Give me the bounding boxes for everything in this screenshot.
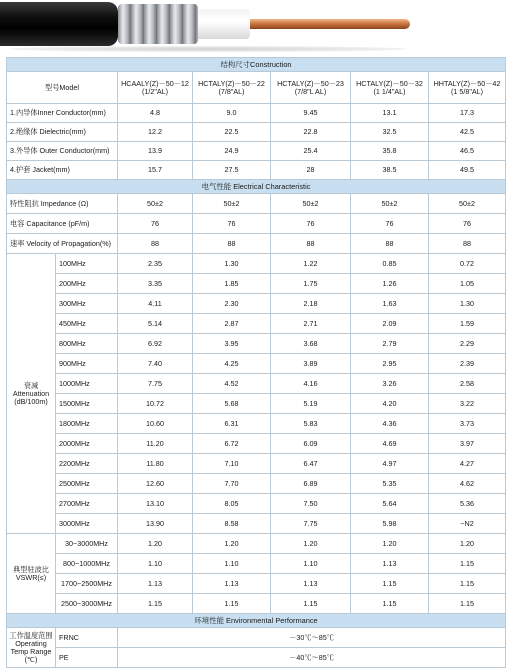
frequency-cell: 800~1000MHz: [56, 554, 118, 574]
frequency-cell: 2700MHz: [56, 494, 118, 514]
frequency-cell: 100MHz: [56, 254, 118, 274]
value-cell: 2.09: [351, 314, 429, 334]
value-cell: 35.8: [351, 142, 429, 161]
value-cell: 2.18: [271, 294, 351, 314]
model-size: (7/8"AL): [218, 86, 245, 96]
value-cell: 22.8: [271, 123, 351, 142]
value-cell: 13.9: [118, 142, 193, 161]
value-cell: 5.36: [429, 494, 506, 514]
value-cell: 6.09: [271, 434, 351, 454]
attenuation-row: [7, 334, 506, 354]
value-cell: 88: [351, 234, 429, 254]
value-cell: 1.20: [118, 534, 193, 554]
value-cell: 8.05: [193, 494, 271, 514]
value-cell: 1.10: [118, 554, 193, 574]
value-cell: 3.35: [118, 274, 193, 294]
vswr-label-cn: 典型驻波比: [13, 564, 49, 574]
dielectric: [198, 9, 250, 39]
temperature-range-cell: －40℃～85℃: [118, 648, 506, 668]
value-cell: 7.10: [193, 454, 271, 474]
value-cell: 11.80: [118, 454, 193, 474]
value-cell: 4.69: [351, 434, 429, 454]
temp-range-unit: (℃): [24, 654, 38, 664]
value-cell: 1.15: [351, 574, 429, 594]
value-cell: 2.39: [429, 354, 506, 374]
value-cell: 88: [271, 234, 351, 254]
frequency-cell: 1000MHz: [56, 374, 118, 394]
attenuation-row: [7, 294, 506, 314]
value-cell: 13.90: [118, 514, 193, 534]
value-cell: 1.75: [271, 274, 351, 294]
value-cell: 76: [351, 214, 429, 234]
row-label: 电容 Capacitance (pF/m): [7, 214, 118, 234]
value-cell: 17.3: [429, 104, 506, 123]
cable-jacket: [0, 2, 118, 46]
value-cell: 1.22: [271, 254, 351, 274]
frequency-cell: 1700~2500MHz: [56, 574, 118, 594]
value-cell: 76: [271, 214, 351, 234]
value-cell: 88: [193, 234, 271, 254]
attenuation-row: [7, 354, 506, 374]
value-cell: 1.15: [429, 574, 506, 594]
value-cell: 76: [429, 214, 506, 234]
section-title-electrical: 电气性能 Electrical Characteristic: [7, 180, 506, 194]
frequency-cell: 900MHz: [56, 354, 118, 374]
value-cell: 1.20: [351, 534, 429, 554]
value-cell: 1.13: [351, 554, 429, 574]
attenuation-row: [7, 474, 506, 494]
frequency-cell: 2500~3000MHz: [56, 594, 118, 614]
value-cell: 13.10: [118, 494, 193, 514]
value-cell: 3.97: [429, 434, 506, 454]
vswr-label: [7, 534, 56, 614]
coaxial-cable-illustration: [0, 0, 511, 56]
attenuation-row: [7, 414, 506, 434]
value-cell: 42.5: [429, 123, 506, 142]
value-cell: 1.15: [271, 594, 351, 614]
value-cell: 2.58: [429, 374, 506, 394]
value-cell: 5.35: [351, 474, 429, 494]
value-cell: 50±2: [271, 194, 351, 214]
value-cell: 1.15: [193, 594, 271, 614]
value-cell: 32.5: [351, 123, 429, 142]
value-cell: 1.26: [351, 274, 429, 294]
value-cell: 12.2: [118, 123, 193, 142]
frequency-cell: 30~3000MHz: [56, 534, 118, 554]
value-cell: 3.73: [429, 414, 506, 434]
value-cell: 5.83: [271, 414, 351, 434]
value-cell: 10.72: [118, 394, 193, 414]
value-cell: ~N2: [429, 514, 506, 534]
attenuation-row: [7, 274, 506, 294]
value-cell: 10.60: [118, 414, 193, 434]
value-cell: 0.72: [429, 254, 506, 274]
temp-range-label-en1: Operating: [15, 638, 47, 648]
value-cell: 15.7: [118, 161, 193, 180]
value-cell: 1.63: [351, 294, 429, 314]
model-size: (1 1/4"AL): [373, 86, 406, 96]
value-cell: 1.05: [429, 274, 506, 294]
model-code: HCAALY(Z)－50－12: [121, 78, 189, 88]
construction-row: [7, 123, 506, 142]
construction-row: [7, 161, 506, 180]
value-cell: 7.70: [193, 474, 271, 494]
value-cell: 7.75: [118, 374, 193, 394]
value-cell: 9.0: [193, 104, 271, 123]
attenuation-row: [7, 434, 506, 454]
value-cell: 28: [271, 161, 351, 180]
value-cell: 1.10: [271, 554, 351, 574]
attenuation-row: [7, 494, 506, 514]
value-cell: 3.22: [429, 394, 506, 414]
attenuation-label-en: Attenuation: [12, 388, 50, 398]
specification-table: [6, 57, 506, 668]
value-cell: 2.30: [193, 294, 271, 314]
value-cell: 12.60: [118, 474, 193, 494]
row-label: 4.护套 Jacket(mm): [7, 161, 118, 180]
value-cell: 7.75: [271, 514, 351, 534]
frequency-cell: 800MHz: [56, 334, 118, 354]
value-cell: 1.13: [118, 574, 193, 594]
vswr-row: [7, 574, 506, 594]
value-cell: 88: [429, 234, 506, 254]
value-cell: 4.25: [193, 354, 271, 374]
value-cell: 1.15: [429, 594, 506, 614]
attenuation-row: [7, 374, 506, 394]
value-cell: 5.14: [118, 314, 193, 334]
electrical-row: [7, 214, 506, 234]
model-header-cell: [118, 72, 193, 104]
value-cell: 2.87: [193, 314, 271, 334]
value-cell: 2.29: [429, 334, 506, 354]
model-size: (1 5/8"AL): [450, 86, 484, 96]
frequency-cell: 2000MHz: [56, 434, 118, 454]
value-cell: 6.47: [271, 454, 351, 474]
value-cell: 1.20: [429, 534, 506, 554]
vswr-row: [7, 594, 506, 614]
value-cell: 76: [193, 214, 271, 234]
value-cell: 4.52: [193, 374, 271, 394]
value-cell: 9.45: [271, 104, 351, 123]
attenuation-unit: (dB/100m): [14, 396, 48, 406]
value-cell: 49.5: [429, 161, 506, 180]
value-cell: 1.13: [193, 574, 271, 594]
value-cell: 1.10: [193, 554, 271, 574]
value-cell: 2.79: [351, 334, 429, 354]
value-cell: 1.85: [193, 274, 271, 294]
frequency-cell: 1500MHz: [56, 394, 118, 414]
frequency-cell: 2500MHz: [56, 474, 118, 494]
construction-row: [7, 142, 506, 161]
value-cell: 1.20: [271, 534, 351, 554]
value-cell: 3.26: [351, 374, 429, 394]
section-title-construction: 结构尺寸Construction: [7, 58, 506, 72]
environment-row: [7, 648, 506, 668]
value-cell: 4.16: [271, 374, 351, 394]
vswr-row: [7, 534, 506, 554]
value-cell: 4.36: [351, 414, 429, 434]
attenuation-row: [7, 394, 506, 414]
value-cell: 3.95: [193, 334, 271, 354]
frequency-cell: 300MHz: [56, 294, 118, 314]
model-code: HCTALY(Z)－50－23: [277, 78, 344, 88]
material-cell: FRNC: [56, 628, 118, 648]
value-cell: 5.68: [193, 394, 271, 414]
value-cell: 1.20: [193, 534, 271, 554]
value-cell: 7.50: [271, 494, 351, 514]
value-cell: 50±2: [193, 194, 271, 214]
frequency-cell: 1800MHz: [56, 414, 118, 434]
vswr-row: [7, 554, 506, 574]
value-cell: 50±2: [351, 194, 429, 214]
value-cell: 8.58: [193, 514, 271, 534]
frequency-cell: 2200MHz: [56, 454, 118, 474]
electrical-row: [7, 194, 506, 214]
value-cell: 1.59: [429, 314, 506, 334]
value-cell: 4.11: [118, 294, 193, 314]
model-header-cell: [351, 72, 429, 104]
frequency-cell: 200MHz: [56, 274, 118, 294]
attenuation-row: [7, 314, 506, 334]
value-cell: 5.98: [351, 514, 429, 534]
value-cell: 7.40: [118, 354, 193, 374]
frequency-cell: 3000MHz: [56, 514, 118, 534]
frequency-cell: 450MHz: [56, 314, 118, 334]
attenuation-row: [7, 514, 506, 534]
value-cell: 5.19: [271, 394, 351, 414]
model-code: HHTALY(Z)－50－42: [433, 78, 501, 88]
construction-row: [7, 104, 506, 123]
value-cell: 4.62: [429, 474, 506, 494]
cable-shadow: [8, 46, 408, 52]
section-header-electrical: [7, 180, 506, 194]
vswr-label-en: VSWR(≤): [15, 572, 47, 582]
temp-range-label: [7, 628, 56, 668]
temp-range-label-en2: Temp Range: [10, 646, 52, 656]
attenuation-label-cn: 衰减: [23, 380, 39, 390]
attenuation-label: [7, 254, 56, 534]
value-cell: 6.31: [193, 414, 271, 434]
value-cell: 4.8: [118, 104, 193, 123]
value-cell: 1.13: [271, 574, 351, 594]
corrugated-outer-conductor: [118, 4, 198, 44]
value-cell: 4.27: [429, 454, 506, 474]
value-cell: 6.72: [193, 434, 271, 454]
value-cell: 6.89: [271, 474, 351, 494]
section-header-construction: [7, 58, 506, 72]
temp-range-label-cn: 工作温度范围: [9, 630, 53, 640]
section-header-environmental: [7, 614, 506, 628]
model-code: HCTALY(Z)－50－32: [356, 78, 423, 88]
model-header-row: [7, 72, 506, 104]
value-cell: 6.92: [118, 334, 193, 354]
value-cell: 2.95: [351, 354, 429, 374]
value-cell: 1.15: [429, 554, 506, 574]
attenuation-row: [7, 254, 506, 274]
value-cell: 1.15: [351, 594, 429, 614]
value-cell: 22.5: [193, 123, 271, 142]
temperature-range-cell: －30℃～85℃: [118, 628, 506, 648]
value-cell: 3.89: [271, 354, 351, 374]
value-cell: 25.4: [271, 142, 351, 161]
value-cell: 3.68: [271, 334, 351, 354]
value-cell: 50±2: [118, 194, 193, 214]
row-label: 速率 Velocity of Propagation(%): [7, 234, 118, 254]
model-size: (7/8"L AL): [294, 86, 327, 96]
model-label: 型号Model: [7, 72, 118, 104]
environment-row: [7, 628, 506, 648]
value-cell: 38.5: [351, 161, 429, 180]
row-label: 特性阻抗 Impedance (Ω): [7, 194, 118, 214]
model-header-cell: [429, 72, 506, 104]
value-cell: 76: [118, 214, 193, 234]
value-cell: 27.5: [193, 161, 271, 180]
row-label: 3.外导体 Outer Conductor(mm): [7, 142, 118, 161]
electrical-row: [7, 234, 506, 254]
value-cell: 1.15: [118, 594, 193, 614]
value-cell: 0.85: [351, 254, 429, 274]
model-code: HCTALY(Z)－50－22: [198, 78, 265, 88]
value-cell: 4.20: [351, 394, 429, 414]
model-header-cell: [193, 72, 271, 104]
section-title-environmental: 环境性能 Environmental Performance: [7, 614, 506, 628]
value-cell: 1.30: [429, 294, 506, 314]
model-header-cell: [271, 72, 351, 104]
material-cell: PE: [56, 648, 118, 668]
value-cell: 5.64: [351, 494, 429, 514]
value-cell: 24.9: [193, 142, 271, 161]
model-size: (1/2"AL): [141, 86, 169, 96]
value-cell: 4.97: [351, 454, 429, 474]
attenuation-row: [7, 454, 506, 474]
value-cell: 50±2: [429, 194, 506, 214]
row-label: 2.绝缘体 Dielectric(mm): [7, 123, 118, 142]
row-label: 1.内导体Inner Conductor(mm): [7, 104, 118, 123]
value-cell: 11.20: [118, 434, 193, 454]
value-cell: 88: [118, 234, 193, 254]
value-cell: 1.30: [193, 254, 271, 274]
value-cell: 46.5: [429, 142, 506, 161]
copper-inner-conductor: [250, 19, 410, 29]
value-cell: 2.71: [271, 314, 351, 334]
value-cell: 2.35: [118, 254, 193, 274]
value-cell: 13.1: [351, 104, 429, 123]
